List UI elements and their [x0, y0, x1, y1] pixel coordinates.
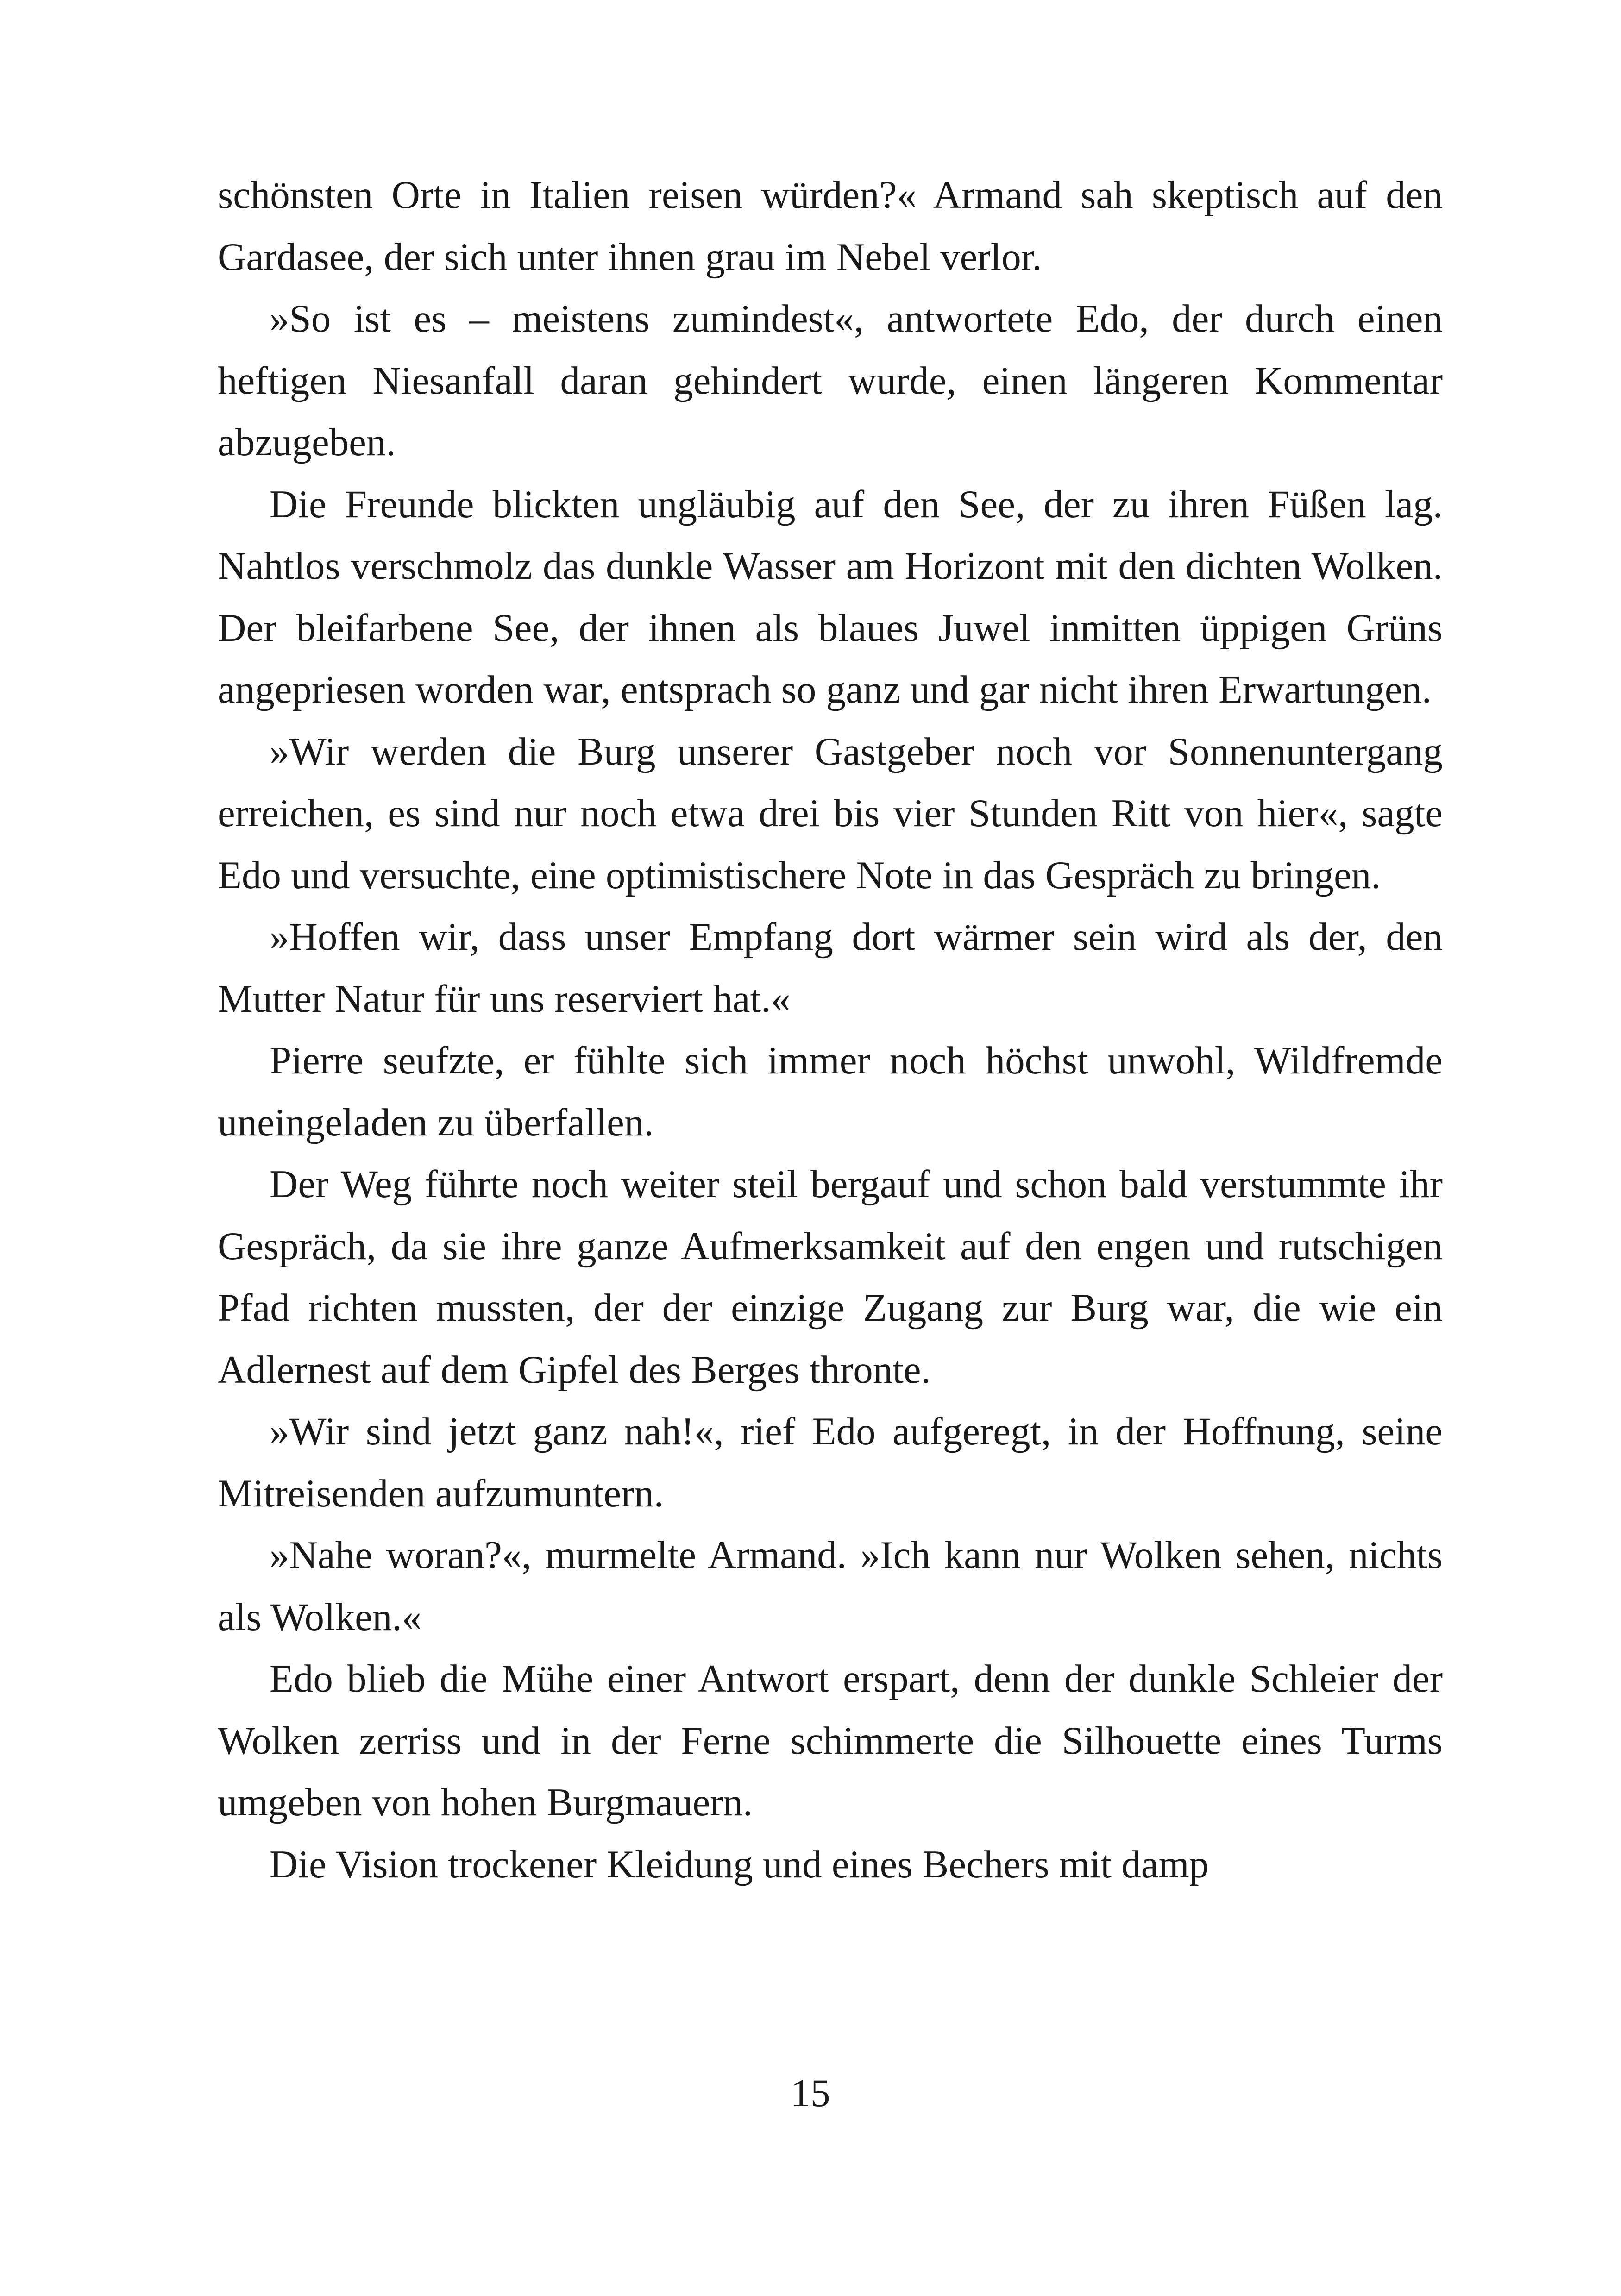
page-number: 15	[791, 2071, 830, 2115]
paragraph-4: »Wir werden die Burg unserer Gastgeber noch vor Sonnenuntergang erreichen, es sind nur noch etwa drei bis vier Stunden Ritt von hier«, sagte Edo und versuchte, eine optimistischere Note in das Gespräch zu bringen.	[218, 729, 1443, 897]
paragraph-10: Edo blieb die Mühe einer Antwort erspart, denn der dunkle Schleier der Wolken zerriss und in der Ferne schimmerte die Silhouette eines Turms umgeben von hohen Burgmauern.	[218, 1657, 1443, 1824]
paragraph-9: »Nahe woran?«, murmelte Armand. »Ich kann nur Wolken sehen, nichts als Wolken.«	[218, 1533, 1443, 1639]
body-text	[218, 164, 1443, 1895]
paragraph-7: Der Weg führte noch weiter steil bergauf und schon bald verstummte ihr Gespräch, da sie ihre ganze Aufmerksamkeit auf den engen und rutschigen Pfad richten mussten, der der einzige Zugang zur Burg war, die wie ein Adlernest auf dem Gipfel des Berges thronte.	[218, 1162, 1443, 1392]
paragraph-11: Die Vision trockener Kleidung und eines Bechers mit damp	[270, 1842, 1209, 1886]
paragraph-2: »So ist es – meistens zumindest«, antwortete Edo, der durch einen heftigen Niesanfall daran gehindert wurde, einen längeren Kommentar abzugeben.	[218, 297, 1443, 464]
paragraph-6: Pierre seufzte, er fühlte sich immer noch höchst unwohl, Wildfremde uneingeladen zu überfallen.	[218, 1039, 1443, 1144]
paragraph-1: schönsten Orte in Italien reisen würden?« Armand sah skeptisch auf den Gardasee, der sich unter ihnen grau im Nebel verlor.	[218, 173, 1443, 279]
paragraph-3: Die Freunde blickten ungläubig auf den See, der zu ihren Füßen lag. Nahtlos verschmolz das dunkle Wasser am Horizont mit den dichten Wolken. Der bleifarbene See, der ihnen als blaues Juwel inmitten üppigen Grüns angepriesen worden war, entsprach so ganz und gar nicht ihren Erwartungen.	[218, 482, 1443, 711]
paragraph-5: »Hoffen wir, dass unser Empfang dort wärmer sein wird als der, den Mutter Natur für uns reserviert hat.«	[218, 915, 1443, 1021]
paragraph-8: »Wir sind jetzt ganz nah!«, rief Edo aufgeregt, in der Hoffnung, seine Mitreisenden aufzumuntern.	[218, 1410, 1443, 1515]
